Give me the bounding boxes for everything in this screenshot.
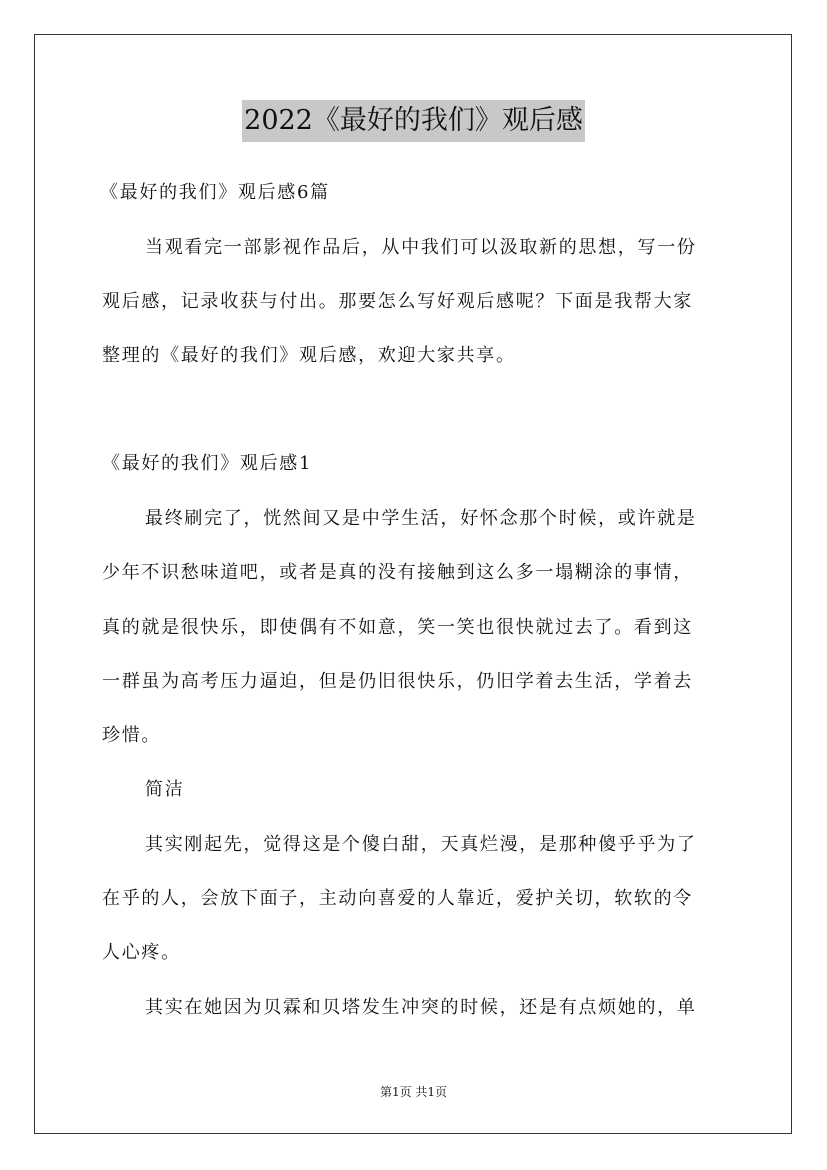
paragraph-line: 观后感，记录收获与付出。那要怎么写好观后感呢？下面是我帮大家 [102,291,693,312]
paragraph-line: 整理的《最好的我们》观后感，欢迎大家共享。 [102,345,516,366]
paragraph-line: 一群虽为高考压力逼迫，但是仍旧很快乐，仍旧学着去生活，学着去 [102,671,693,692]
paragraph-line: 当观看完一部影视作品后，从中我们可以汲取新的思想，写一份 [145,237,697,258]
paragraph-line: 珍惜。 [102,725,162,746]
paragraph-line: 在乎的人，会放下面子，主动向喜爱的人靠近，爱护关切，软软的令 [102,888,693,909]
document-title: 2022《最好的我们》观后感 [242,100,585,142]
paragraph-line: 人心疼。 [102,942,181,963]
paragraph-line: 简洁 [145,779,185,800]
paragraph-line: 少年不识愁味道吧，或者是真的没有接触到这么多一塌糊涂的事情， [102,562,693,583]
section-heading: 《最好的我们》观后感1 [102,453,313,474]
section-heading: 《最好的我们》观后感6篇 [100,182,330,203]
page-footer: 第1页 共1页 [379,1085,448,1099]
paragraph-line: 其实在她因为贝霖和贝塔发生冲突的时候，还是有点烦她的，单 [145,997,697,1018]
paragraph-line: 最终刷完了，恍然间又是中学生活，好怀念那个时候，或许就是 [145,508,697,529]
paragraph-line: 其实刚起先，觉得这是个傻白甜，天真烂漫，是那种傻乎乎为了 [145,834,697,855]
paragraph-line: 真的就是很快乐，即使偶有不如意，笑一笑也很快就过去了。看到这 [102,617,693,638]
